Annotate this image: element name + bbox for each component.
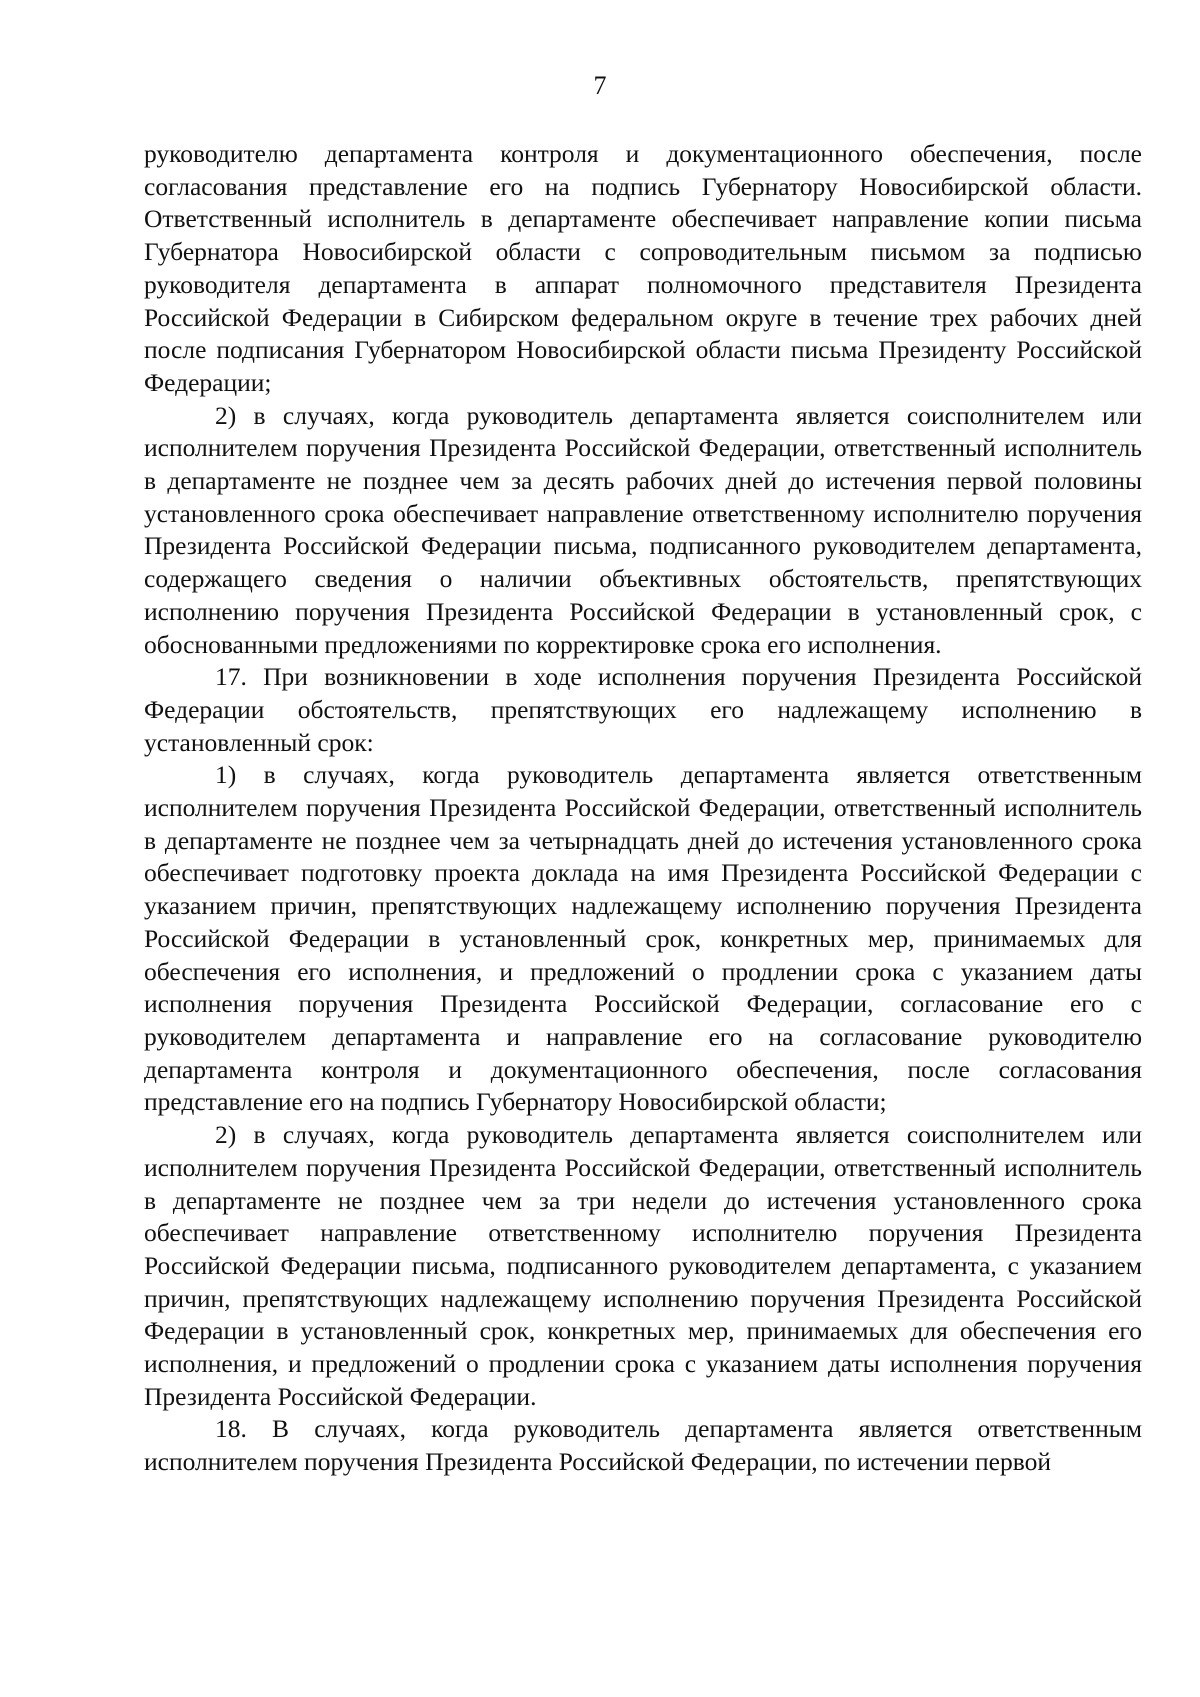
paragraph-16-2: 2) в случаях, когда руководитель департамента является соисполнителем или исполнителем поручения Президента Российской Федерации, ответственный исполнитель в департаменте не позднее чем за десять рабочих дней до истечения первой половины установленного срока обеспечивает направление ответственному исполнителю поручения Президента Российской Федерации письма, подписанного руководителем департамента, содержащего сведения о наличии объективных обстоятельств, препятствующих исполнению поручения Президента Российской Федерации в установленный срок, с обоснованными предложениями по корректировке срока его исполнения. <box>144 400 1142 659</box>
paragraph-17-1: 1) в случаях, когда руководитель департамента является ответственным исполнителем поручения Президента Российской Федерации, ответственный исполнитель в департаменте не позднее чем за четырнадцать дней до истечения установленного срока обеспечивает подготовку проекта доклада на имя Президента Российской Федерации с указанием причин, препятствующих надлежащему исполнению поручения Президента Российской Федерации в установленный срок, конкретных мер, принимаемых для обеспечения его исполнения, и предложений о продлении срока с указанием даты исполнения поручения Президента Российской Федерации, согласование его с руководителем департамента и направление его на согласование руководителю департамента контроля и документационного обеспечения, после согласования представление его на подпись Губернатору Новосибирской области; <box>144 760 1142 1117</box>
paragraph-18: 18. В случаях, когда руководитель департамента является ответственным исполнителем поручения Президента Российской Федерации, по истечении первой <box>144 1414 1142 1477</box>
page-number: 7 <box>593 71 607 100</box>
paragraph-17: 17. При возникновении в ходе исполнения поручения Президента Российской Федерации обстоятельств, препятствующих его надлежащему исполнению в установленный срок: <box>144 662 1142 757</box>
paragraph-17-2: 2) в случаях, когда руководитель департамента является соисполнителем или исполнителем поручения Президента Российской Федерации, ответственный исполнитель в департаменте не позднее чем за три недели до истечения установленного срока обеспечивает направление ответственному исполнителю поручения Президента Российской Федерации письма, подписанного руководителем департамента, с указанием причин, препятствующих надлежащему исполнению поручения Президента Российской Федерации в установленный срок, конкретных мер, принимаемых для обеспечения его исполнения, и предложений о продлении срока с указанием даты исполнения поручения Президента Российской Федерации. <box>144 1120 1142 1411</box>
paragraph-continuation: руководителю департамента контроля и документационного обеспечения, после согласования представление его на подпись Губернатору Новосибирской области. Ответственный исполнитель в департаменте обеспечивает направление копии письма Губернатора Новосибирской области с сопроводительным письмом за подписью руководителя департамента в аппарат полномочного представителя Президента Российской Федерации в Сибирском федеральном округе в течение трех рабочих дней после подписания Губернатором Новосибирской области письма Президенту Российской Федерации; <box>144 139 1142 397</box>
document-body <box>144 138 1142 1479</box>
